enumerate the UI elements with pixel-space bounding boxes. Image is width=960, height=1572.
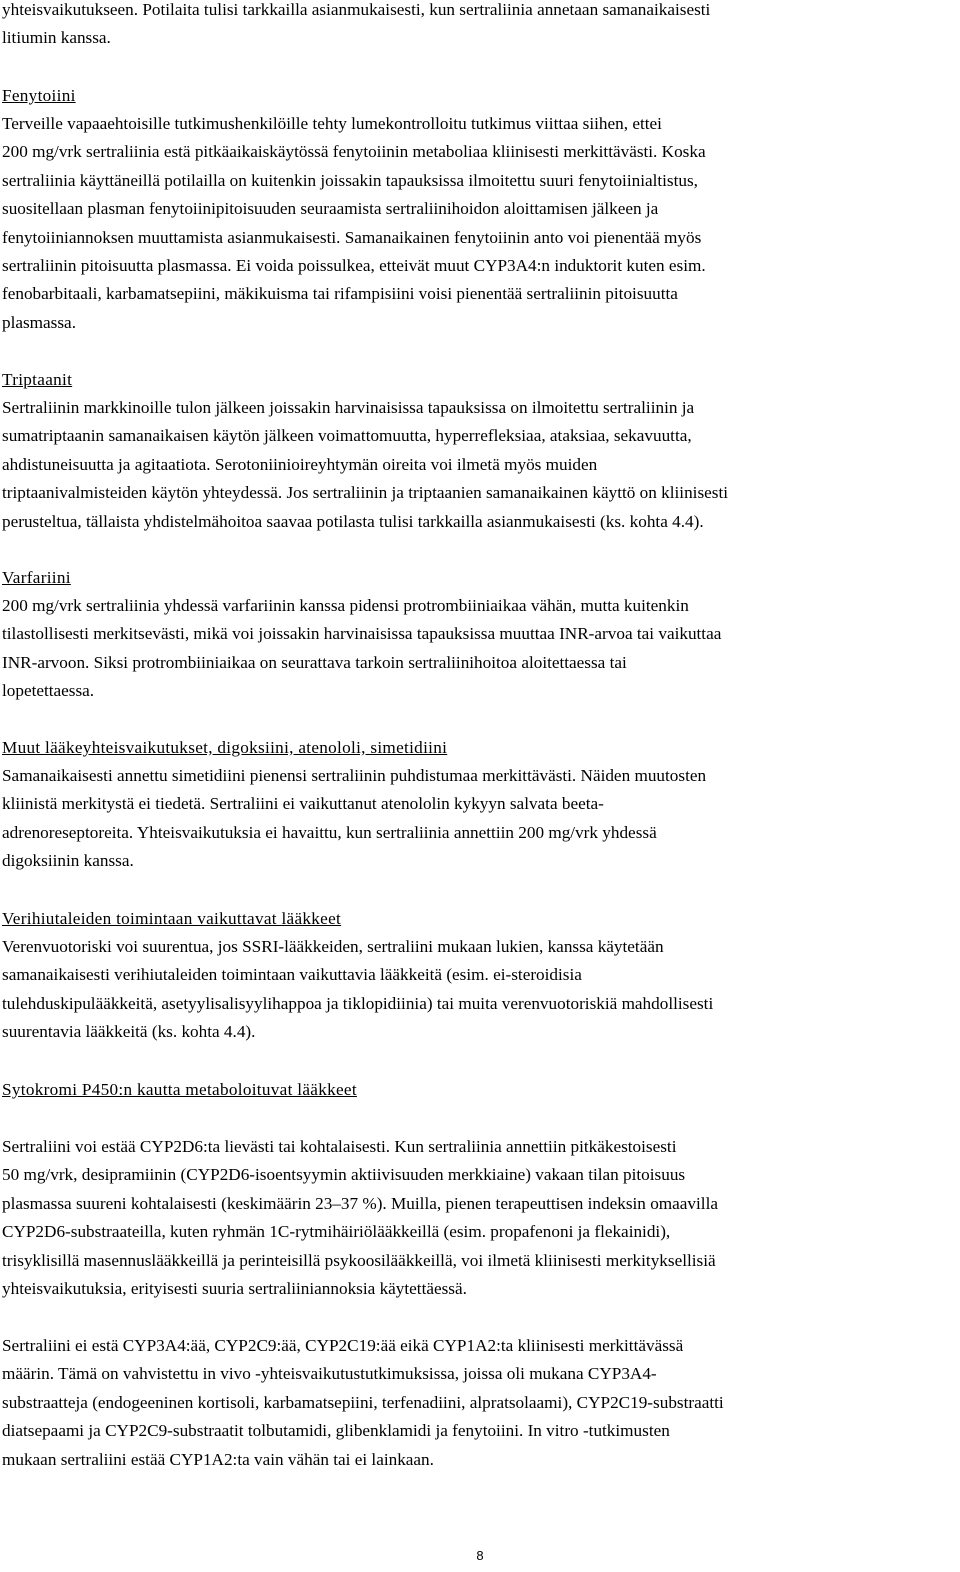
text-line: suurentavia lääkkeitä (ks. kohta 4.4). bbox=[2, 1022, 256, 1042]
paragraph-muut-yhteisvaikutukset bbox=[2, 762, 958, 876]
text-line: litiumin kanssa. bbox=[2, 28, 111, 48]
text-line: 50 mg/vrk, desipramiinin (CYP2D6-isoentsyymin aktiivisuuden merkkiaine) vakaan tilan pitoisuus bbox=[2, 1165, 686, 1185]
text-line: Terveille vapaaehtoisille tutkimushenkilöille tehty lumekontrolloitu tutkimus viittaa siihen, ettei bbox=[2, 114, 662, 133]
text-line: tulehduskipulääkkeitä, asetyylisalisyylihappoa ja tiklopidiinia) tai muita verenvuotoriskiä mahdollisesti bbox=[2, 993, 714, 1013]
text-line: plasmassa suureni kohtalaisesti (keskimäärin 23–37 %). Muilla, pienen terapeuttisen indeksin omaavilla bbox=[2, 1193, 718, 1213]
paragraph-sytokromi-cyp3a4 bbox=[2, 1332, 958, 1474]
text-line: trisyklisillä masennuslääkkeillä ja perinteisillä psykoosilääkkeillä, voi ilmetä kliinisesti merkityksellisiä bbox=[2, 1250, 716, 1270]
text-line: 200 mg/vrk sertraliinia yhdessä varfariinin kanssa pidensi protrombiiniaikaa vähän, mutta kuitenkin bbox=[2, 596, 689, 615]
section-heading-muut-yhteisvaikutukset: Muut lääkeyhteisvaikutukset, digoksiini, atenololi, simetidiini bbox=[2, 738, 448, 757]
intro-paragraph bbox=[2, 0, 958, 53]
paragraph-sytokromi-cyp2d6 bbox=[2, 1133, 958, 1303]
text-line: triptaanivalmisteiden käytön yhteydessä. Jos sertraliinin ja triptaanien samanaikainen käyttö on kliinisesti bbox=[2, 483, 728, 503]
text-line: sumatriptaanin samanaikaisen käytön jälkeen voimattomuutta, hyperrefleksiaa, ataksiaa, sekavuutta, bbox=[2, 426, 692, 446]
text-line: sertraliinin pitoisuutta plasmassa. Ei voida poissulkea, etteivät muut CYP3A4:n induktorit kuten esim. bbox=[2, 256, 706, 276]
text-line: adrenoreseptoreita. Yhteisvaikutuksia ei havaittu, kun sertraliinia annettiin 200 mg/vrk yhdessä bbox=[2, 822, 657, 842]
section-heading-verihiutaleet: Verihiutaleiden toimintaan vaikuttavat lääkkeet bbox=[2, 909, 342, 928]
text-line: ahdistuneisuutta ja agitaatiota. Serotoniinioireyhtymän oireita voi ilmetä myös muiden bbox=[2, 454, 598, 474]
text-line: perusteltua, tällaista yhdistelmähoitoa saavaa potilasta tulisi tarkkailla asianmukaisesti (ks. kohta 4.4). bbox=[2, 511, 704, 531]
section-heading-triptaanit: Triptaanit bbox=[2, 370, 73, 389]
text-line: INR-arvoon. Siksi protrombiiniaikaa on seurattava tarkoin sertraliinihoitoa aloitettaessa tai bbox=[2, 652, 627, 672]
text-line: diatsepaami ja CYP2C9-substraatit tolbutamidi, glibenklamidi ja fenytoiini. In vitro -tutkimusten bbox=[2, 1421, 670, 1441]
section-heading-fenytoiini: Fenytoiini bbox=[2, 86, 76, 105]
text-line: suositellaan plasman fenytoiinipitoisuuden seuraamista sertraliinihoidon aloittamisen jälkeen ja bbox=[2, 199, 659, 219]
text-line: digoksiinin kanssa. bbox=[2, 851, 134, 871]
text-line: Sertraliini voi estää CYP2D6:ta lievästi tai kohtalaisesti. Kun sertraliinia annettiin pitkäkestoisesti bbox=[2, 1137, 677, 1156]
text-line: yhteisvaikutukseen. Potilaita tulisi tarkkailla asianmukaisesti, kun sertraliinia annetaan samanaikaisesti bbox=[2, 0, 711, 19]
page-number: 8 bbox=[476, 1548, 484, 1563]
text-line: Samanaikaisesti annettu simetidiini pienensi sertraliinin puhdistumaa merkittävästi. Näiden muutosten bbox=[2, 766, 707, 785]
text-line: tilastollisesti merkitsevästi, mikä voi joissakin harvinaisissa tapauksissa muuttaa INR-arvoa tai vaikuttaa bbox=[2, 624, 722, 644]
text-line: lopetettaessa. bbox=[2, 681, 95, 701]
text-line: yhteisvaikutuksia, erityisesti suuria sertraliiniannoksia käytettäessä. bbox=[2, 1279, 467, 1299]
paragraph-verihiutaleet bbox=[2, 933, 958, 1047]
paragraph-triptaanit bbox=[2, 394, 958, 536]
text-line: CYP2D6-substraateilla, kuten ryhmän 1C-rytmihäiriölääkkeillä (esim. propafenoni ja flekainidi), bbox=[2, 1222, 671, 1242]
text-line: kliinistä merkitystä ei tiedetä. Sertraliini ei vaikuttanut atenololin kykyyn salvata beeta- bbox=[2, 794, 604, 814]
text-line: sertraliinia käyttäneillä potilailla on kuitenkin joissakin tapauksissa ilmoitettu suuri fenytoiinialtistus, bbox=[2, 170, 698, 190]
section-heading-sytokromi-p450: Sytokromi P450:n kautta metaboloituvat lääkkeet bbox=[2, 1080, 357, 1099]
text-line: 200 mg/vrk sertraliinia estä pitkäaikaiskäytössä fenytoiinin metaboliaa kliinisesti merkittävästi. Koska bbox=[2, 142, 706, 162]
text-line: samanaikaisesti verihiutaleiden toimintaan vaikuttavia lääkkeitä (esim. ei-steroidisia bbox=[2, 965, 582, 985]
paragraph-varfariini bbox=[2, 592, 958, 706]
text-line: plasmassa. bbox=[2, 312, 76, 332]
text-line: Verenvuotoriski voi suurentua, jos SSRI-lääkkeiden, sertraliini mukaan lukien, kanssa käytetään bbox=[2, 937, 664, 956]
text-line: Sertraliini ei estä CYP3A4:ää, CYP2C9:ää, CYP2C19:ää eikä CYP1A2:ta kliinisesti merkittävässä bbox=[2, 1336, 684, 1355]
text-line: määrin. Tämä on vahvistettu in vivo -yhteisvaikutustutkimuksissa, joissa oli mukana CYP3A4- bbox=[2, 1364, 657, 1384]
text-line: Sertraliinin markkinoille tulon jälkeen joissakin harvinaisissa tapauksissa on ilmoitettu sertraliinin ja bbox=[2, 398, 695, 417]
text-line: fenobarbitaali, karbamatsepiini, mäkikuisma tai rifampisiini voisi pienentää sertraliinin pitoisuutta bbox=[2, 284, 678, 304]
text-line: substraatteja (endogeeninen kortisoli, karbamatsepiini, terfenadiini, alpratsolaami), CYP2C19-substraatti bbox=[2, 1392, 724, 1412]
text-line: mukaan sertraliini estää CYP1A2:ta vain vähän tai ei lainkaan. bbox=[2, 1449, 434, 1469]
section-heading-varfariini: Varfariini bbox=[2, 568, 71, 587]
text-line: fenytoiiniannoksen muuttamista asianmukaisesti. Samanaikainen fenytoiinin anto voi pienentää myös bbox=[2, 227, 702, 247]
paragraph-fenytoiini bbox=[2, 110, 958, 337]
